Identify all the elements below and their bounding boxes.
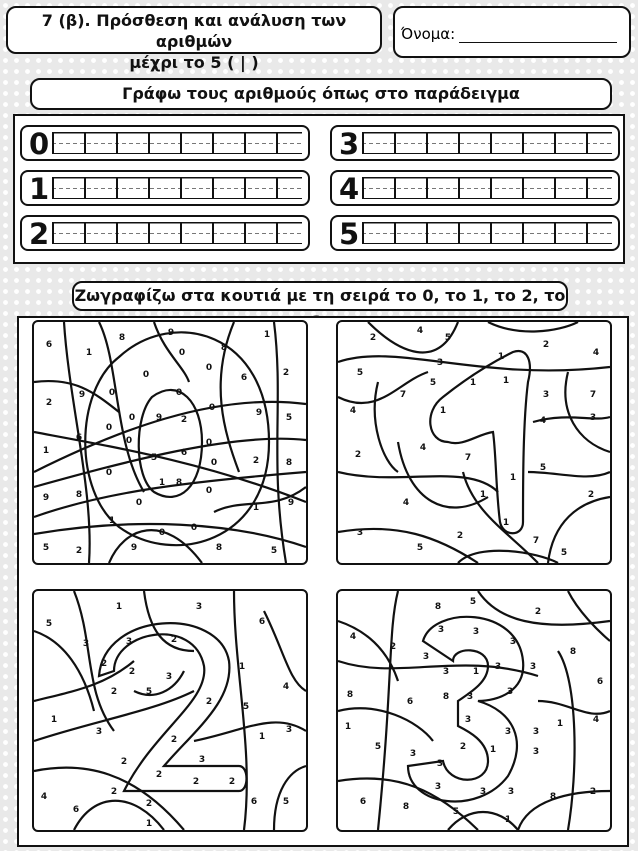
region-number: 8 [118, 333, 126, 343]
region-number: 2 [155, 770, 163, 780]
region-number: 3 [436, 358, 444, 368]
region-number: 8 [175, 478, 183, 488]
region-number: 5 [270, 546, 278, 556]
region-number: 9 [155, 413, 163, 423]
region-number: 5 [416, 543, 424, 553]
region-number: 6 [250, 797, 258, 807]
row-digit: 3 [339, 127, 360, 161]
region-number: 5 [45, 619, 53, 629]
writing-row-5[interactable] [330, 215, 620, 251]
region-number: 6 [45, 340, 53, 350]
region-number: 0 [210, 458, 218, 468]
region-number: 2 [389, 642, 397, 652]
region-number: 1 [145, 819, 153, 829]
region-number: 3 [82, 639, 90, 649]
region-number: 0 [205, 438, 213, 448]
region-number: 4 [40, 792, 48, 802]
region-number: 0 [135, 498, 143, 508]
region-number: 6 [596, 677, 604, 687]
region-number: 6 [240, 373, 248, 383]
region-number: 3 [479, 787, 487, 797]
region-number: 1 [472, 667, 480, 677]
region-number: 1 [497, 352, 505, 362]
worksheet-title-line2: μέχρι το 5 ( | ) [129, 53, 259, 72]
region-number: 0 [125, 436, 133, 446]
region-number: 1 [556, 719, 564, 729]
region-number: 2 [110, 787, 118, 797]
region-number: 3 [285, 725, 293, 735]
region-number: 2 [170, 735, 178, 745]
region-number: 3 [507, 787, 515, 797]
region-number: 1 [50, 715, 58, 725]
region-number: 0 [205, 363, 213, 373]
region-number: 0 [208, 403, 216, 413]
coloring-picture-1[interactable] [336, 320, 612, 565]
region-number: 2 [75, 546, 83, 556]
region-number: 6 [72, 805, 80, 815]
region-number: 2 [589, 787, 597, 797]
region-number: 4 [402, 498, 410, 508]
region-number: 3 [509, 637, 517, 647]
region-number: 6 [406, 697, 414, 707]
region-number: 4 [282, 682, 290, 692]
region-number: 1 [439, 406, 447, 416]
region-number: 0 [108, 388, 116, 398]
region-number: 9 [255, 408, 263, 418]
region-number: 5 [356, 368, 364, 378]
region-number: 8 [220, 343, 228, 353]
coloring-picture-0-numbers [34, 322, 306, 563]
worksheet-title-line1: 7 (β). Πρόσθεση και ανάλυση των αριθμών [41, 11, 347, 51]
writing-row-1[interactable] [20, 170, 310, 206]
region-number: 5 [374, 742, 382, 752]
region-number: 6 [75, 433, 83, 443]
region-number: 5 [285, 413, 293, 423]
region-number: 3 [165, 672, 173, 682]
region-number: 1 [42, 446, 50, 456]
region-number: 3 [532, 747, 540, 757]
region-number: 5 [150, 453, 158, 463]
region-number: 6 [258, 617, 266, 627]
coloring-picture-2-numbers [34, 591, 306, 830]
region-number: 8 [434, 602, 442, 612]
region-number: 4 [349, 632, 357, 642]
region-number: 2 [205, 697, 213, 707]
row-digit: 2 [29, 217, 50, 251]
region-number: 3 [442, 667, 450, 677]
region-number: 1 [263, 330, 271, 340]
region-number: 8 [442, 692, 450, 702]
region-number: 2 [128, 667, 136, 677]
name-label: Όνομα: [401, 25, 456, 43]
region-number: 8 [569, 647, 577, 657]
region-number: 3 [464, 715, 472, 725]
region-number: 0 [190, 523, 198, 533]
region-number: 8 [549, 792, 557, 802]
handwriting-lines [52, 177, 302, 199]
name-box [393, 6, 631, 58]
region-number: 5 [444, 333, 452, 343]
writing-practice-panel [13, 114, 625, 264]
region-number: 5 [429, 378, 437, 388]
region-number: 3 [589, 413, 597, 423]
region-number: 2 [110, 687, 118, 697]
region-number: 6 [359, 797, 367, 807]
region-number: 8 [402, 802, 410, 812]
handwriting-lines [362, 177, 612, 199]
region-number: 2 [145, 799, 153, 809]
coloring-picture-1-numbers [338, 322, 610, 563]
region-number: 4 [592, 348, 600, 358]
region-number: 3 [466, 692, 474, 702]
region-number: 2 [354, 450, 362, 460]
writing-row-0[interactable] [20, 125, 310, 161]
region-number: 3 [506, 687, 514, 697]
region-number: 1 [469, 378, 477, 388]
region-number: 1 [258, 732, 266, 742]
region-number: 2 [282, 368, 290, 378]
handwriting-lines [362, 222, 612, 244]
region-number: 0 [105, 423, 113, 433]
region-number: 3 [95, 727, 103, 737]
region-number: 8 [346, 690, 354, 700]
region-number: 3 [198, 755, 206, 765]
region-number: 1 [115, 602, 123, 612]
region-number: 0 [205, 486, 213, 496]
region-number: 5 [469, 597, 477, 607]
worksheet-title-box [6, 6, 382, 72]
region-number: 1 [502, 518, 510, 528]
region-number: 4 [539, 416, 547, 426]
region-number: 6 [180, 448, 188, 458]
coloring-picture-3[interactable] [336, 589, 612, 832]
region-number: 5 [560, 548, 568, 558]
writing-row-3[interactable] [330, 125, 620, 161]
region-number: 5 [242, 702, 250, 712]
region-number: 5 [452, 807, 460, 817]
region-number: 2 [534, 607, 542, 617]
region-number: 5 [42, 543, 50, 553]
region-number: 2 [228, 777, 236, 787]
region-number: 2 [456, 531, 464, 541]
instruction-write-numbers: Γράφω τους αριθμούς όπως στο παράδειγμα [30, 78, 612, 110]
region-number: 2 [180, 415, 188, 425]
region-number: 4 [416, 326, 424, 336]
region-number: 3 [436, 759, 444, 769]
handwriting-lines [52, 222, 302, 244]
instruction-color-boxes: Ζωγραφίζω στα κουτιά με τη σειρά το 0, το 1, το 2, το [72, 281, 568, 311]
region-number: 7 [464, 453, 472, 463]
region-number: 3 [195, 602, 203, 612]
region-number: 3 [422, 652, 430, 662]
region-number: 2 [192, 777, 200, 787]
region-number: 1 [158, 478, 166, 488]
region-number: 1 [479, 490, 487, 500]
region-number: 5 [539, 463, 547, 473]
coloring-picture-3-numbers [338, 591, 610, 830]
region-number: 3 [434, 782, 442, 792]
writing-row-4[interactable] [330, 170, 620, 206]
region-number: 1 [108, 516, 116, 526]
region-number: 2 [587, 490, 595, 500]
region-number: 0 [142, 370, 150, 380]
region-number: 3 [409, 749, 417, 759]
region-number: 4 [592, 715, 600, 725]
region-number: 2 [459, 742, 467, 752]
region-number: 7 [589, 390, 597, 400]
handwriting-lines [362, 132, 612, 154]
region-number: 1 [489, 745, 497, 755]
region-number: 1 [252, 503, 260, 513]
region-number: 2 [542, 340, 550, 350]
region-number: 9 [78, 390, 86, 400]
row-digit: 1 [29, 172, 50, 206]
region-number: 0 [128, 413, 136, 423]
region-number: 2 [369, 333, 377, 343]
row-digit: 4 [339, 172, 360, 206]
region-number: 1 [504, 815, 512, 825]
region-number: 3 [125, 637, 133, 647]
region-number: 3 [472, 627, 480, 637]
coloring-picture-2[interactable] [32, 589, 308, 832]
region-number: 9 [287, 498, 295, 508]
region-number: 1 [502, 376, 510, 386]
region-number: 1 [509, 473, 517, 483]
writing-row-2[interactable] [20, 215, 310, 251]
region-number: 1 [85, 348, 93, 358]
region-number: 1 [238, 662, 246, 672]
row-digit: 5 [339, 217, 360, 251]
region-number: 3 [437, 625, 445, 635]
row-digit: 0 [29, 127, 50, 161]
region-number: 0 [178, 348, 186, 358]
region-number: 5 [145, 687, 153, 697]
region-number: 8 [285, 458, 293, 468]
region-number: 8 [75, 490, 83, 500]
coloring-picture-0[interactable] [32, 320, 308, 565]
region-number: 3 [494, 662, 502, 672]
region-number: 2 [252, 456, 260, 466]
region-number: 7 [399, 390, 407, 400]
region-number: 3 [529, 662, 537, 672]
region-number: 2 [170, 635, 178, 645]
region-number: 2 [120, 757, 128, 767]
region-number: 2 [45, 398, 53, 408]
region-number: 9 [130, 543, 138, 553]
region-number: 0 [175, 388, 183, 398]
region-number: 3 [542, 390, 550, 400]
region-number: 1 [344, 722, 352, 732]
handwriting-lines [52, 132, 302, 154]
region-number: 0 [105, 468, 113, 478]
region-number: 4 [419, 443, 427, 453]
region-number: 3 [356, 528, 364, 538]
region-number: 5 [282, 797, 290, 807]
region-number: 3 [504, 727, 512, 737]
region-number: 8 [215, 543, 223, 553]
region-number: 9 [167, 328, 175, 338]
region-number: 4 [349, 406, 357, 416]
region-number: 7 [532, 536, 540, 546]
name-write-line[interactable] [459, 42, 617, 43]
region-number: 3 [532, 727, 540, 737]
region-number: 9 [42, 493, 50, 503]
region-number: 2 [100, 659, 108, 669]
region-number: 0 [158, 528, 166, 538]
